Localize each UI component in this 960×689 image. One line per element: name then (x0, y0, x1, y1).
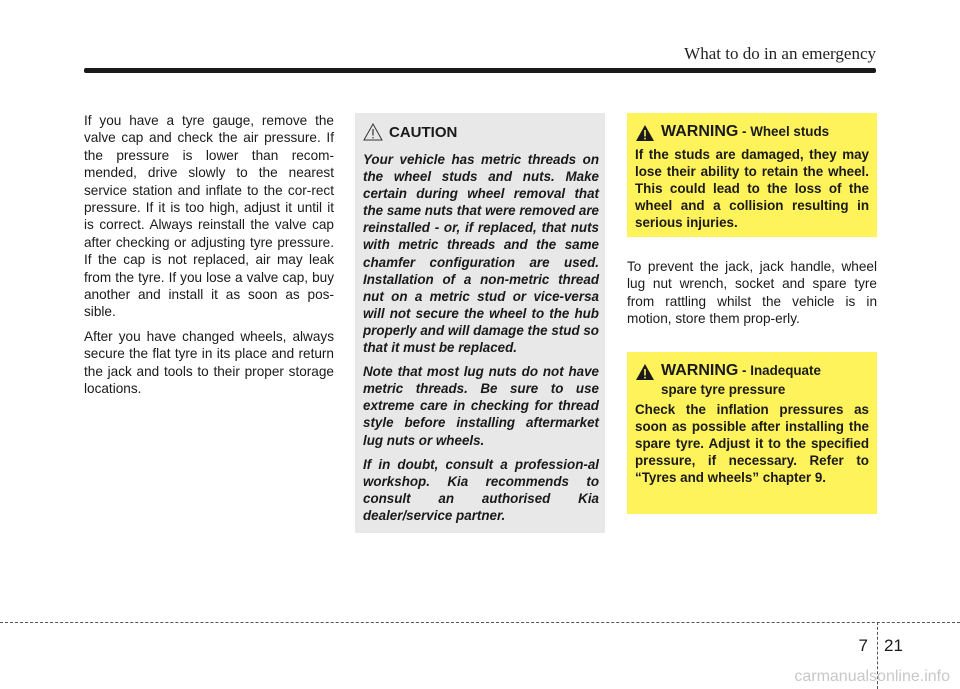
warning-title: WARNING (661, 362, 739, 379)
warning-subtitle-line2: spare tyre pressure (661, 382, 786, 397)
warning-header (635, 362, 869, 381)
column-store-tools (627, 258, 877, 335)
caution-paragraph-consult: If in doubt, consult a profession-al workshop. Kia recommends to consult an authorised Kia dealer/service partner. (363, 456, 599, 523)
warning-triangle-icon (635, 124, 655, 142)
warning-body: Check the inflation pressures as soon as possible after installing the spare tyre. Adjust it to the specified pressure, if necessary. Refer to “Tyres and wheels” chapter 9. (635, 402, 869, 486)
paragraph-after-changing: After you have changed wheels, always secure the flat tyre in its place and return the jack and tools to their proper storage locations. (84, 328, 334, 397)
footer-rule (0, 622, 960, 623)
paragraph-tyre-gauge: If you have a tyre gauge, remove the valve cap and check the air pressure. If the pressure is lower than recom-mended, drive slowly to the nearest service station and inflate to the cor-rect pressure. If it is too high, adjust it until it is correct. Always reinstall the valve cap after checking or adjusting tyre pressure. If the cap is not replaced, air may leak from the tyre. If you lose a valve cap, buy another and install it as soon as pos-sible. (84, 113, 334, 320)
warning-triangle-icon (635, 363, 655, 381)
caution-paragraph-lug-nuts: Note that most lug nuts do not have metric threads. Be sure to use extreme care in checking for thread style before installing aftermarket lug nuts or wheels. (363, 364, 599, 448)
column-tyre-pressure (84, 112, 334, 405)
paragraph-store-tools: To prevent the jack, jack handle, wheel lug nut wrench, socket and spare tyre from rattling whilst the vehicle is in motion, store them prop-erly. (627, 259, 877, 327)
warning-title: WARNING (661, 123, 739, 140)
header-rule (84, 68, 876, 73)
warning-subtitle: - Wheel studs (738, 124, 830, 139)
caution-paragraph-metric: Your vehicle has metric threads on the wheel studs and nuts. Make certain during wheel removal that the same nuts that were removed are reinstalled - or, if replaced, that nuts with metric threads and the same chamfer configuration are used. Installation of a non-metric thread nut on a metric stud or vice-versa will not secure the wheel to the hub properly and will damage the stud so that it must be replaced. (363, 152, 599, 356)
header-title: What to do in an emergency (684, 44, 876, 63)
caution-box (355, 113, 605, 533)
warning-header (635, 123, 869, 142)
section-number: 7 (858, 636, 868, 655)
warning-box-wheel-studs (627, 113, 877, 237)
caution-header (363, 123, 599, 141)
page-number: 21 (884, 636, 903, 655)
warning-box-spare-pressure (627, 352, 877, 514)
warning-body: If the studs are damaged, they may lose their ability to retain the wheel. This could lead to the loss of the wheel and a collision resulting in serious injuries. (635, 147, 869, 231)
warning-triangle-outline-icon (363, 123, 383, 141)
watermark: carmanualsonline.info (794, 668, 950, 685)
caution-title: CAUTION (389, 123, 458, 141)
warning-subtitle: - Inadequate (738, 363, 821, 378)
